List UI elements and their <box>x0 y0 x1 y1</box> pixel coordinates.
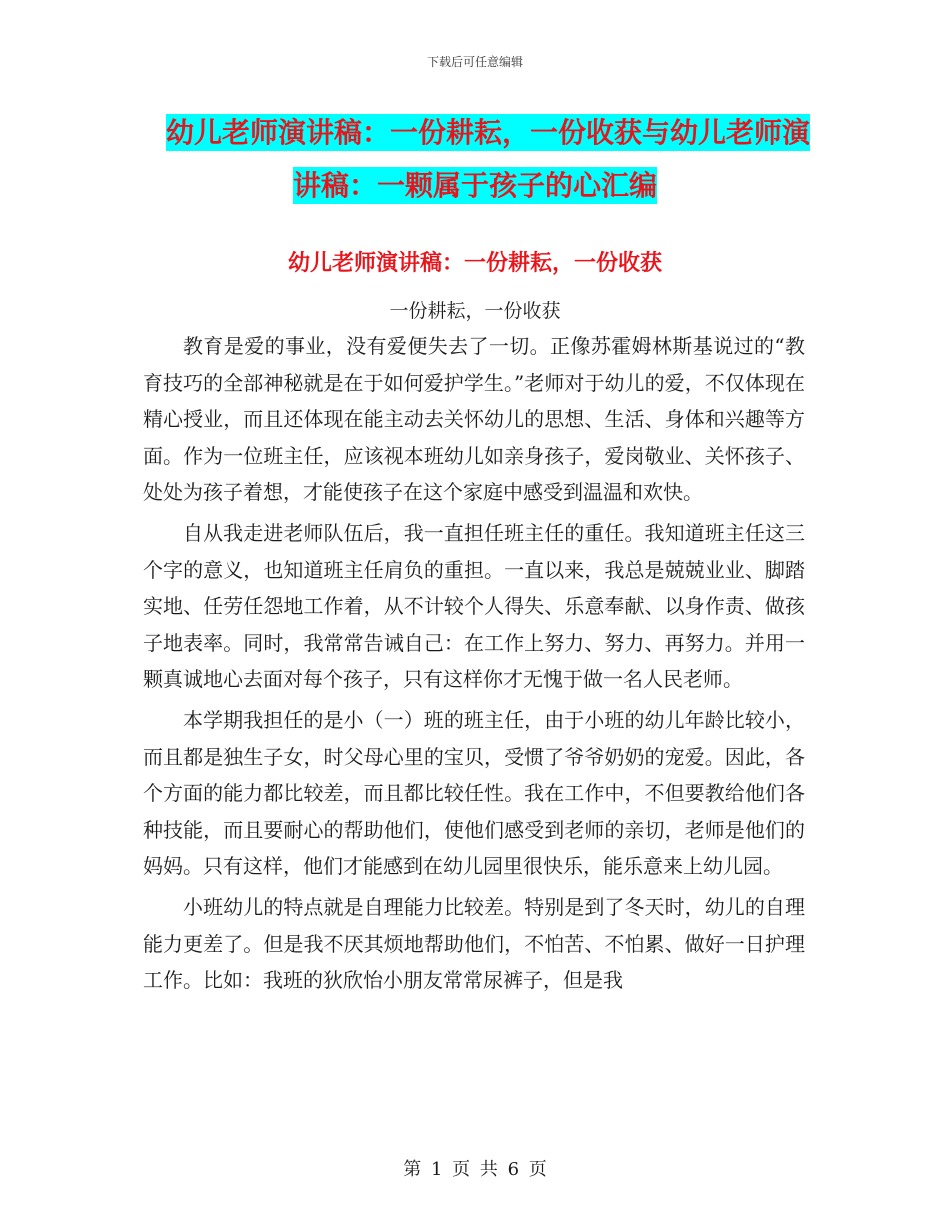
title-line-1 <box>140 106 810 159</box>
section-title: 幼儿老师演讲稿：一份耕耘，一份收获 <box>287 251 662 276</box>
document-title <box>140 106 810 212</box>
subtitle: 一份耕耘，一份收获 <box>389 300 561 322</box>
page-footer: 第 1 页 共 6 页 <box>403 1159 547 1180</box>
title-line-1-text: 幼儿老师演讲稿：一份耕耘，一份收获与幼儿老师演 <box>165 116 810 149</box>
body-text <box>143 328 805 1003</box>
title-line-2 <box>140 159 810 212</box>
title-line-2-text: 讲稿：一颗属于孩子的心汇编 <box>292 169 657 202</box>
paragraph: 自从我走进老师队伍后，我一直担任班主任的重任。我知道班主任这三个字的意义，也知道班主任肩负的重担。一直以来，我总是兢兢业业、脚踏实地、任劳任怨地工作着，从不计较个人得失、乐意奉献、以身作责、做孩子地表率。同时，我常常告诫自己：在工作上努力、努力、再努力。并用一颗真诚地心去面对每个孩子，只有这样你才无愧于做一名人民老师。 <box>143 520 805 692</box>
paragraph: 本学期我担任的是小（一）班的班主任，由于小班的幼儿年龄比较小，而且都是独生子女，时父母心里的宝贝，受惯了爷爷奶奶的宠爱。因此，各个方面的能力都比较差，而且都比较任性。我在工作中，不但要教给他们各种技能，而且要耐心的帮助他们，使他们感受到老师的亲切，老师是他们的妈妈。只有这样，他们才能感到在幼儿园里很快乐，能乐意来上幼儿园。 <box>143 707 805 879</box>
header-note: 下载后可任意编辑 <box>426 55 523 69</box>
paragraph: 小班幼儿的特点就是自理能力比较差。特别是到了冬天时，幼儿的自理能力更差了。但是我不厌其烦地帮助他们，不怕苦、不怕累、做好一日护理工作。比如：我班的狄欣怡小朋友常常尿裤子，但是我 <box>143 894 805 993</box>
paragraph: 教育是爱的事业，没有爱便失去了一切。正像苏霍姆林斯基说过的“教育技巧的全部神秘就是在于如何爱护学生。”老师对于幼儿的爱，不仅体现在精心授业，而且还体现在能主动去关怀幼儿的思想、生活、身体和兴趣等方面。作为一位班主任，应该视本班幼儿如亲身孩子，爱岗敬业、关怀孩子、处处为孩子着想，才能使孩子在这个家庭中感受到温温和欢快。 <box>143 334 805 505</box>
